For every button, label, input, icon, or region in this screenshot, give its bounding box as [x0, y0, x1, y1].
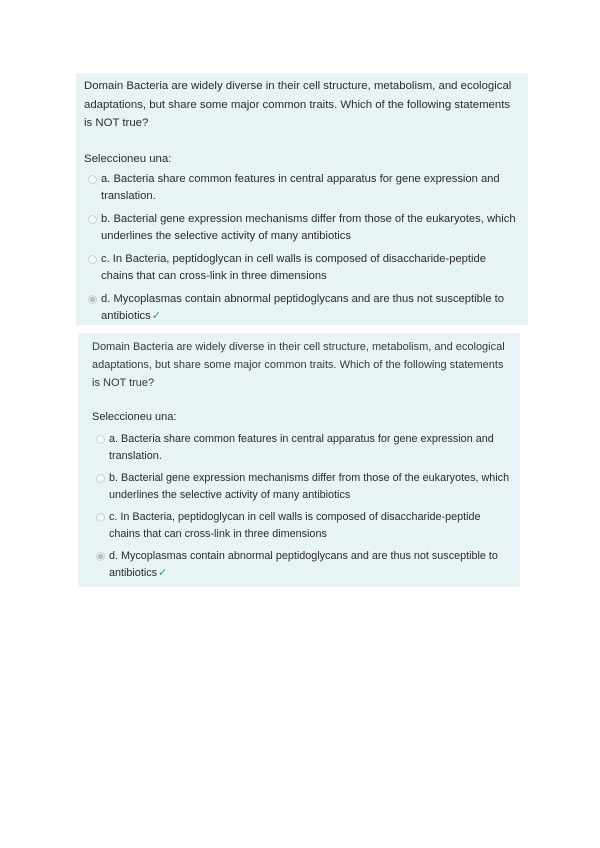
question-card-1 — [76, 73, 528, 325]
option-b[interactable] — [92, 470, 510, 504]
option-d[interactable] — [92, 548, 510, 582]
answer-options — [92, 431, 510, 582]
radio-button-b[interactable] — [88, 215, 97, 224]
radio-button-d-selected[interactable] — [96, 552, 105, 561]
option-c-label[interactable]: c. In Bacteria, peptidoglycan in cell walls is composed of disaccharide-peptide chains that can cross-link in three dimensions — [101, 252, 486, 282]
option-b[interactable] — [84, 211, 520, 246]
option-b-label[interactable]: b. Bacterial gene expression mechanisms differ from those of the eukaryotes, which underlines the selective activity of many antibiotics — [101, 212, 516, 242]
option-c[interactable] — [84, 251, 520, 286]
option-d-label[interactable]: d. Mycoplasmas contain abnormal peptidoglycans and are thus not susceptible to antibiotics — [101, 292, 504, 322]
question-text: Domain Bacteria are widely diverse in their cell structure, metabolism, and ecological adaptations, but share some major common traits. Which of the following statements is NOT true? — [92, 341, 505, 389]
option-b-label[interactable]: b. Bacterial gene expression mechanisms differ from those of the eukaryotes, which underlines the selective activity of many antibiotics — [109, 472, 510, 501]
radio-button-a[interactable] — [88, 175, 97, 184]
radio-button-a[interactable] — [96, 435, 105, 444]
radio-button-b[interactable] — [96, 474, 105, 483]
answer-options — [84, 171, 520, 326]
option-a-label[interactable]: a. Bacteria share common features in central apparatus for gene expression and translation. — [109, 433, 494, 462]
radio-button-d-selected[interactable] — [88, 295, 97, 304]
checkmark-icon: ✓ — [151, 310, 161, 322]
option-a[interactable] — [84, 171, 520, 206]
question-text: Domain Bacteria are widely diverse in their cell structure, metabolism, and ecological adaptations, but share some major common traits. Which of the following statements is NOT true? — [84, 80, 512, 129]
question-card-2 — [78, 333, 520, 587]
option-d-text-wrap[interactable] — [109, 548, 510, 582]
radio-button-c[interactable] — [96, 513, 105, 522]
radio-button-c[interactable] — [88, 255, 97, 264]
option-c-label[interactable]: c. In Bacteria, peptidoglycan in cell walls is composed of disaccharide-peptide chains that can cross-link in three dimensions — [109, 511, 481, 540]
answer-prompt: Seleccioneu una: — [84, 152, 172, 165]
answer-prompt: Seleccioneu una: — [92, 411, 177, 423]
checkmark-icon: ✓ — [158, 567, 168, 579]
option-d[interactable] — [84, 291, 520, 326]
option-a[interactable] — [92, 431, 510, 465]
option-d-label[interactable]: d. Mycoplasmas contain abnormal peptidoglycans and are thus not susceptible to antibiotics — [109, 550, 498, 579]
option-a-label[interactable]: a. Bacteria share common features in central apparatus for gene expression and translation. — [101, 172, 500, 202]
option-c[interactable] — [92, 509, 510, 543]
option-d-text-wrap[interactable] — [101, 291, 520, 326]
